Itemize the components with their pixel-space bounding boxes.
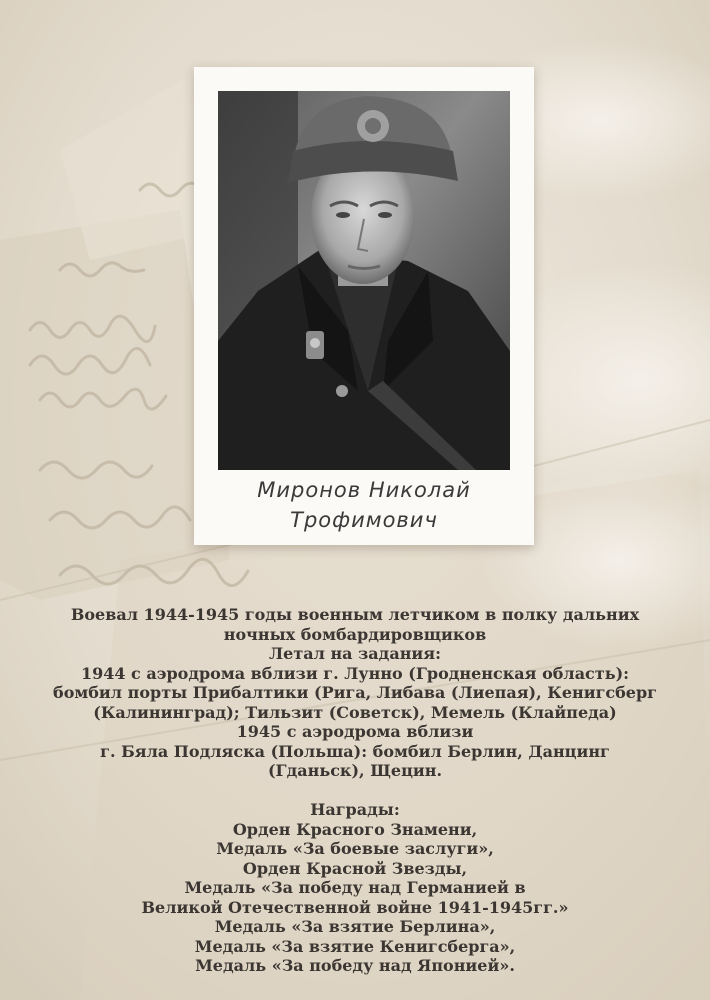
name-line-1: Миронов Николай	[257, 478, 471, 502]
award-line: Медаль «За победу над Германией в	[184, 878, 526, 897]
section-gap	[20, 781, 690, 801]
award-line: Орден Красной Звезды,	[242, 858, 468, 878]
award-line: Великой Отечественной войне 1941-1945гг.»	[141, 897, 569, 917]
bio-line: г. Бяла Подляска (Польша): бомбил Берлин, Данцинг	[100, 741, 610, 761]
bio-line: Летал на задания:	[268, 644, 442, 663]
bio-line: 1945 с аэродрома вблизи	[236, 722, 474, 741]
portrait-frame	[194, 67, 534, 545]
award-line: Медаль «За боевые заслуги»,	[216, 839, 494, 858]
award-line: Медаль «За взятие Берлина»,	[214, 917, 496, 936]
bio-line: (Гданьск), Щецин.	[267, 761, 443, 780]
award-line: Медаль «За взятие Кенигсберга»,	[194, 936, 516, 956]
soldier-portrait-image	[218, 91, 510, 470]
portrait-photo	[218, 91, 510, 470]
bio-line: ночных бомбардировщиков	[223, 624, 487, 644]
bio-line: 1944 с аэродрома вблизи г. Лунно (Гродненская область):	[80, 663, 630, 683]
awards-heading: Награды:	[310, 800, 400, 819]
award-line: Медаль «За победу над Японией».	[195, 956, 515, 975]
biography-text	[20, 605, 690, 976]
portrait-caption	[194, 475, 534, 535]
bio-line: бомбил порты Прибалтики (Рига, Либава (Лиепая), Кенигсберг	[53, 683, 657, 702]
bio-line: (Калининград); Тильзит (Советск), Мемель (Клайпеда)	[93, 702, 617, 722]
award-line: Орден Красного Знамени,	[232, 819, 478, 839]
bio-line: Воевал 1944-1945 годы военным летчиком в полку дальних	[70, 605, 640, 624]
name-line-2: Трофимович	[290, 508, 438, 532]
